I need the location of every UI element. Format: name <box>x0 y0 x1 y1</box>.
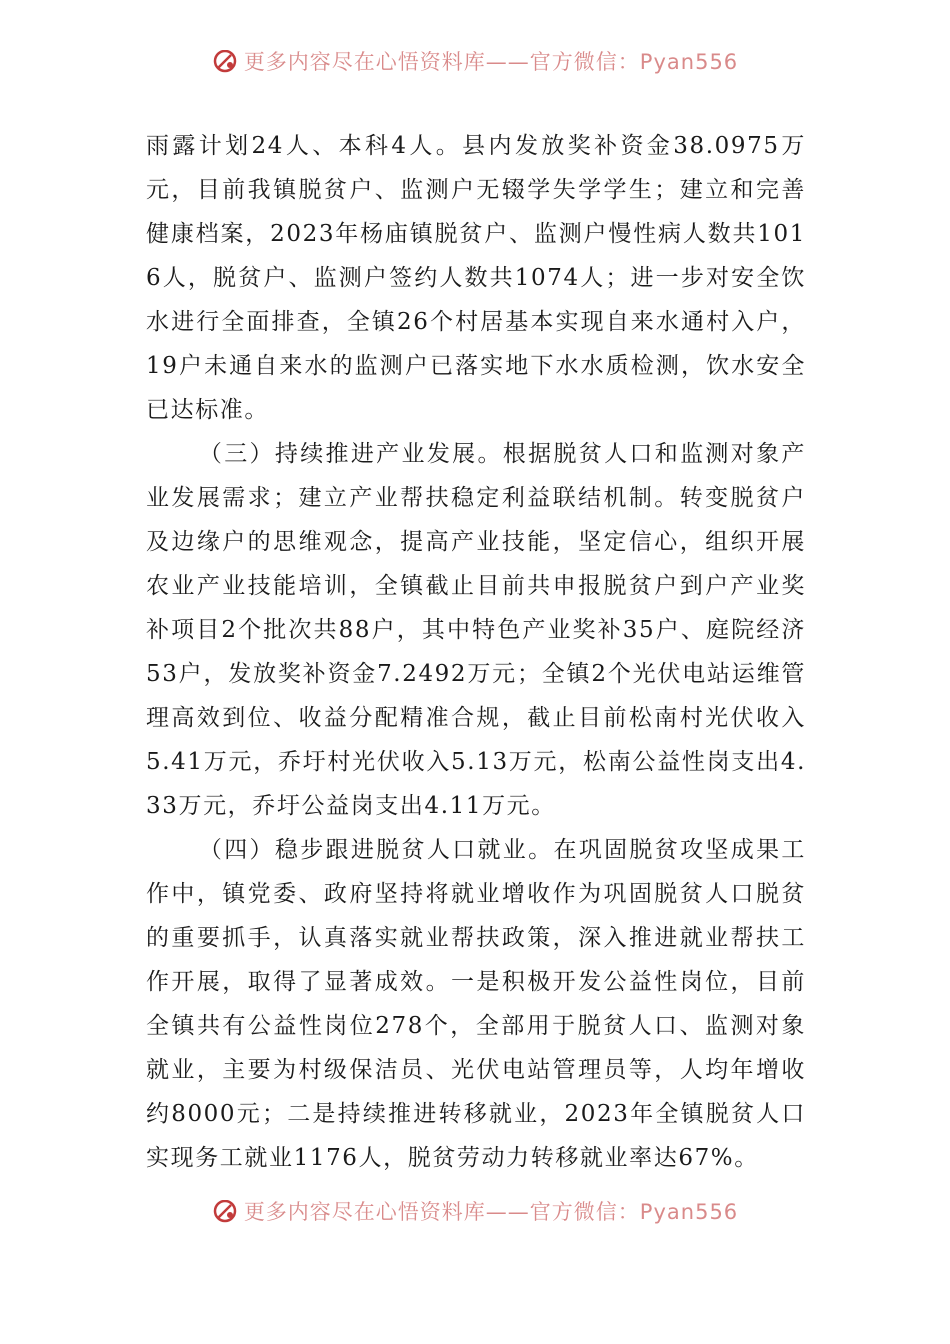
paragraph-continuation: 雨露计划24人、本科4人。县内发放奖补资金38.0975万元，目前我镇脱贫户、监测户无辍学失学学生；建立和完善健康档案，2023年杨庙镇脱贫户、监测户慢性病人数共1016人，脱贫户、监测户签约人数共1074人；进一步对安全饮水进行全面排查，全镇26个村居基本实现自来水通村入户，19户未通自来水的监测户已落实地下水水质检测，饮水安全已达标准。 <box>146 133 806 423</box>
brand-logo-icon <box>212 50 238 74</box>
header-watermark-banner <box>0 50 950 90</box>
paragraph-industry-development: （三）持续推进产业发展。根据脱贫人口和监测对象产业发展需求；建立产业帮扶稳定利益联结机制。转变脱贫户及边缘户的思维观念，提高产业技能，坚定信心，组织开展农业产业技能培训，全镇截止目前共申报脱贫户到户产业奖补项目2个批次共88户，其中特色产业奖补35户、庭院经济53户，发放奖补资金7.2492万元；全镇2个光伏电站运维管理高效到位、收益分配精准合规，截止目前松南村光伏收入5.41万元，乔圩村光伏收入5.13万元，松南公益性岗支出4.33万元，乔圩公益岗支出4.11万元。 <box>146 441 806 819</box>
brand-logo-icon <box>212 1200 238 1224</box>
paragraph-employment: （四）稳步跟进脱贫人口就业。在巩固脱贫攻坚成果工作中，镇党委、政府坚持将就业增收作为巩固脱贫人口脱贫的重要抓手，认真落实就业帮扶政策，深入推进就业帮扶工作开展，取得了显著成效。一是积极开发公益性岗位，目前全镇共有公益性岗位278个，全部用于脱贫人口、监测对象就业，主要为村级保洁员、光伏电站管理员等，人均年增收约8000元；二是持续推进转移就业，2023年全镇脱贫人口实现务工就业1176人，脱贫劳动力转移就业率达67%。 <box>146 837 806 1171</box>
footer-watermark-text: 更多内容尽在心悟资料库——官方微信：Pyan556 <box>243 1200 739 1224</box>
header-watermark-text: 更多内容尽在心悟资料库——官方微信：Pyan556 <box>243 50 739 74</box>
footer-watermark-banner <box>0 1200 950 1240</box>
document-body <box>146 124 806 1180</box>
